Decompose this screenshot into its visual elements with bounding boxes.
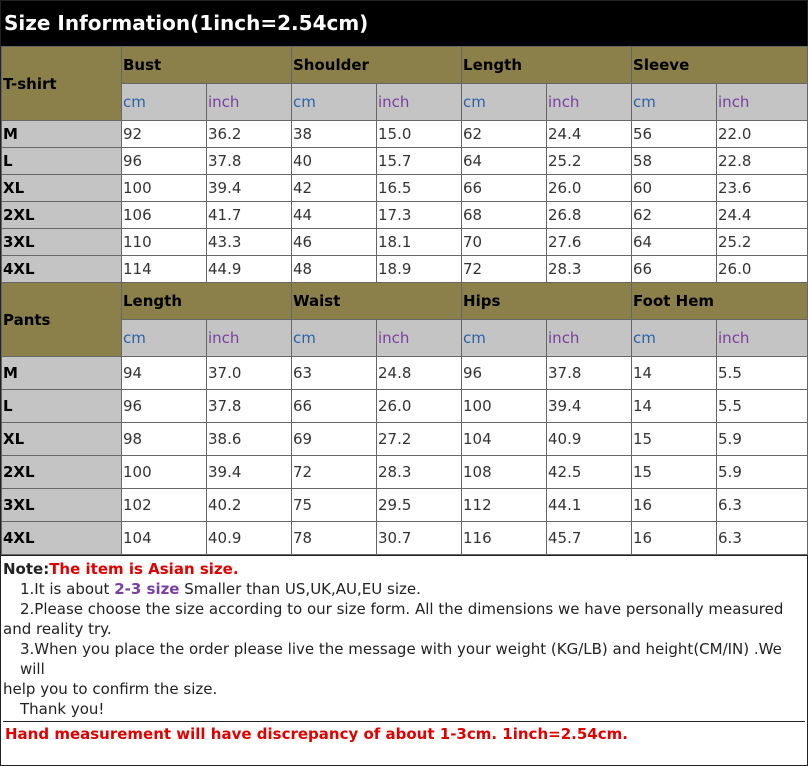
table-cell: 16 (632, 489, 717, 522)
table-cell: 25.2 (547, 148, 632, 175)
note-asian-size: The item is Asian size. (49, 560, 239, 578)
table-cell: 15 (632, 456, 717, 489)
size-label: XL (2, 175, 122, 202)
table-cell: 23.6 (717, 175, 808, 202)
table-cell: 37.8 (207, 148, 292, 175)
size-label: 3XL (2, 229, 122, 256)
tshirt-group-label: T-shirt (2, 47, 122, 121)
note-label: Note: (3, 560, 50, 578)
pants-size-row (2, 522, 808, 555)
table-cell: 28.3 (377, 456, 462, 489)
tshirt-size-row (2, 256, 808, 283)
table-cell: 38.6 (207, 423, 292, 456)
table-cell: 44 (292, 202, 377, 229)
table-cell: 38 (292, 121, 377, 148)
table-cell: 39.4 (547, 390, 632, 423)
note-line1-suffix: Smaller than US,UK,AU,EU size. (179, 580, 421, 598)
size-label: 3XL (2, 489, 122, 522)
tshirt-size-row (2, 121, 808, 148)
table-cell: 6.3 (717, 522, 808, 555)
table-cell: 26.8 (547, 202, 632, 229)
table-cell: 37.0 (207, 357, 292, 390)
table-cell: 44.1 (547, 489, 632, 522)
pants-size-row (2, 357, 808, 390)
pants-size-row (2, 489, 808, 522)
table-cell: 100 (122, 456, 207, 489)
table-cell: 18.9 (377, 256, 462, 283)
table-cell: 72 (462, 256, 547, 283)
table-cell: 40.9 (547, 423, 632, 456)
unit-cm: cm (462, 320, 547, 357)
note-line3: 3.When you place the order please live the message with your weight (KG/LB) and height(CM/IN) .We will (20, 640, 782, 678)
table-cell: 114 (122, 256, 207, 283)
unit-inch: inch (717, 320, 808, 357)
table-cell: 70 (462, 229, 547, 256)
table-cell: 37.8 (207, 390, 292, 423)
size-label: 2XL (2, 202, 122, 229)
table-cell: 44.9 (207, 256, 292, 283)
table-cell: 22.0 (717, 121, 808, 148)
size-label: 4XL (2, 256, 122, 283)
table-cell: 24.8 (377, 357, 462, 390)
pants-column-header: Foot Hem (632, 283, 808, 320)
table-cell: 64 (632, 229, 717, 256)
table-cell: 98 (122, 423, 207, 456)
unit-inch: inch (207, 84, 292, 121)
unit-inch: inch (377, 320, 462, 357)
table-cell: 96 (122, 148, 207, 175)
table-cell: 45.7 (547, 522, 632, 555)
notes-section (1, 555, 807, 746)
table-cell: 40.9 (207, 522, 292, 555)
table-cell: 64 (462, 148, 547, 175)
pants-size-row (2, 390, 808, 423)
note-thanks: Thank you! (20, 700, 105, 718)
unit-cm: cm (292, 320, 377, 357)
table-cell: 96 (122, 390, 207, 423)
table-cell: 100 (122, 175, 207, 202)
table-cell: 24.4 (717, 202, 808, 229)
table-cell: 100 (462, 390, 547, 423)
table-cell: 66 (632, 256, 717, 283)
pants-header-row (2, 283, 808, 320)
table-cell: 26.0 (717, 256, 808, 283)
table-cell: 42 (292, 175, 377, 202)
unit-cm: cm (122, 320, 207, 357)
table-cell: 78 (292, 522, 377, 555)
measurement-disclaimer: Hand measurement will have discrepancy of about 1-3cm. 1inch=2.54cm. (3, 721, 805, 746)
table-cell: 104 (462, 423, 547, 456)
unit-inch: inch (207, 320, 292, 357)
table-cell: 41.7 (207, 202, 292, 229)
unit-inch: inch (547, 320, 632, 357)
table-cell: 16.5 (377, 175, 462, 202)
table-cell: 28.3 (547, 256, 632, 283)
unit-cm: cm (462, 84, 547, 121)
tshirt-unit-row (2, 84, 808, 121)
table-cell: 43.3 (207, 229, 292, 256)
tshirt-column-header: Bust (122, 47, 292, 84)
table-cell: 22.8 (717, 148, 808, 175)
table-cell: 62 (462, 121, 547, 148)
table-cell: 30.7 (377, 522, 462, 555)
table-cell: 72 (292, 456, 377, 489)
table-cell: 66 (292, 390, 377, 423)
table-cell: 24.4 (547, 121, 632, 148)
note-line1-highlight: 2-3 size (114, 580, 180, 598)
tshirt-header-row (2, 47, 808, 84)
table-cell: 46 (292, 229, 377, 256)
table-cell: 69 (292, 423, 377, 456)
size-label: XL (2, 423, 122, 456)
table-cell: 39.4 (207, 175, 292, 202)
table-cell: 102 (122, 489, 207, 522)
pants-unit-row (2, 320, 808, 357)
table-cell: 5.5 (717, 390, 808, 423)
table-cell: 29.5 (377, 489, 462, 522)
tshirt-size-row (2, 202, 808, 229)
table-cell: 116 (462, 522, 547, 555)
note-line2-cont: and reality try. (3, 620, 112, 638)
pants-column-header: Length (122, 283, 292, 320)
table-cell: 106 (122, 202, 207, 229)
size-label: L (2, 148, 122, 175)
size-label: M (2, 357, 122, 390)
table-cell: 62 (632, 202, 717, 229)
table-cell: 42.5 (547, 456, 632, 489)
tshirt-size-row (2, 148, 808, 175)
table-cell: 27.2 (377, 423, 462, 456)
table-cell: 56 (632, 121, 717, 148)
table-cell: 26.0 (547, 175, 632, 202)
table-cell: 18.1 (377, 229, 462, 256)
size-label: L (2, 390, 122, 423)
table-cell: 63 (292, 357, 377, 390)
table-cell: 5.9 (717, 456, 808, 489)
unit-cm: cm (122, 84, 207, 121)
tshirt-column-header: Sleeve (632, 47, 808, 84)
note-line1-prefix: 1.It is about (20, 580, 115, 598)
size-table (1, 46, 808, 555)
table-cell: 36.2 (207, 121, 292, 148)
table-cell: 15.7 (377, 148, 462, 175)
table-cell: 94 (122, 357, 207, 390)
table-cell: 37.8 (547, 357, 632, 390)
table-cell: 104 (122, 522, 207, 555)
table-cell: 68 (462, 202, 547, 229)
table-cell: 75 (292, 489, 377, 522)
table-cell: 48 (292, 256, 377, 283)
pants-size-row (2, 456, 808, 489)
note-line3-cont: help you to confirm the size. (3, 680, 218, 698)
tshirt-size-row (2, 175, 808, 202)
table-cell: 110 (122, 229, 207, 256)
table-cell: 66 (462, 175, 547, 202)
tshirt-size-row (2, 229, 808, 256)
table-cell: 6.3 (717, 489, 808, 522)
table-cell: 26.0 (377, 390, 462, 423)
table-cell: 17.3 (377, 202, 462, 229)
pants-group-label: Pants (2, 283, 122, 357)
size-label: 4XL (2, 522, 122, 555)
table-cell: 112 (462, 489, 547, 522)
page-title: Size Information(1inch=2.54cm) (1, 1, 807, 46)
table-cell: 96 (462, 357, 547, 390)
table-cell: 40 (292, 148, 377, 175)
pants-column-header: Hips (462, 283, 632, 320)
table-cell: 15.0 (377, 121, 462, 148)
size-label: M (2, 121, 122, 148)
table-cell: 58 (632, 148, 717, 175)
table-cell: 15 (632, 423, 717, 456)
unit-inch: inch (377, 84, 462, 121)
table-cell: 14 (632, 390, 717, 423)
pants-size-row (2, 423, 808, 456)
table-cell: 39.4 (207, 456, 292, 489)
table-cell: 14 (632, 357, 717, 390)
unit-inch: inch (547, 84, 632, 121)
table-cell: 92 (122, 121, 207, 148)
table-cell: 5.9 (717, 423, 808, 456)
unit-cm: cm (632, 320, 717, 357)
size-label: 2XL (2, 456, 122, 489)
table-cell: 27.6 (547, 229, 632, 256)
note-line2: 2.Please choose the size according to our size form. All the dimensions we have personally measured (20, 600, 784, 618)
table-cell: 16 (632, 522, 717, 555)
tshirt-column-header: Length (462, 47, 632, 84)
table-cell: 60 (632, 175, 717, 202)
unit-inch: inch (717, 84, 808, 121)
table-cell: 5.5 (717, 357, 808, 390)
table-cell: 40.2 (207, 489, 292, 522)
pants-column-header: Waist (292, 283, 462, 320)
unit-cm: cm (632, 84, 717, 121)
table-cell: 25.2 (717, 229, 808, 256)
tshirt-column-header: Shoulder (292, 47, 462, 84)
unit-cm: cm (292, 84, 377, 121)
table-cell: 108 (462, 456, 547, 489)
